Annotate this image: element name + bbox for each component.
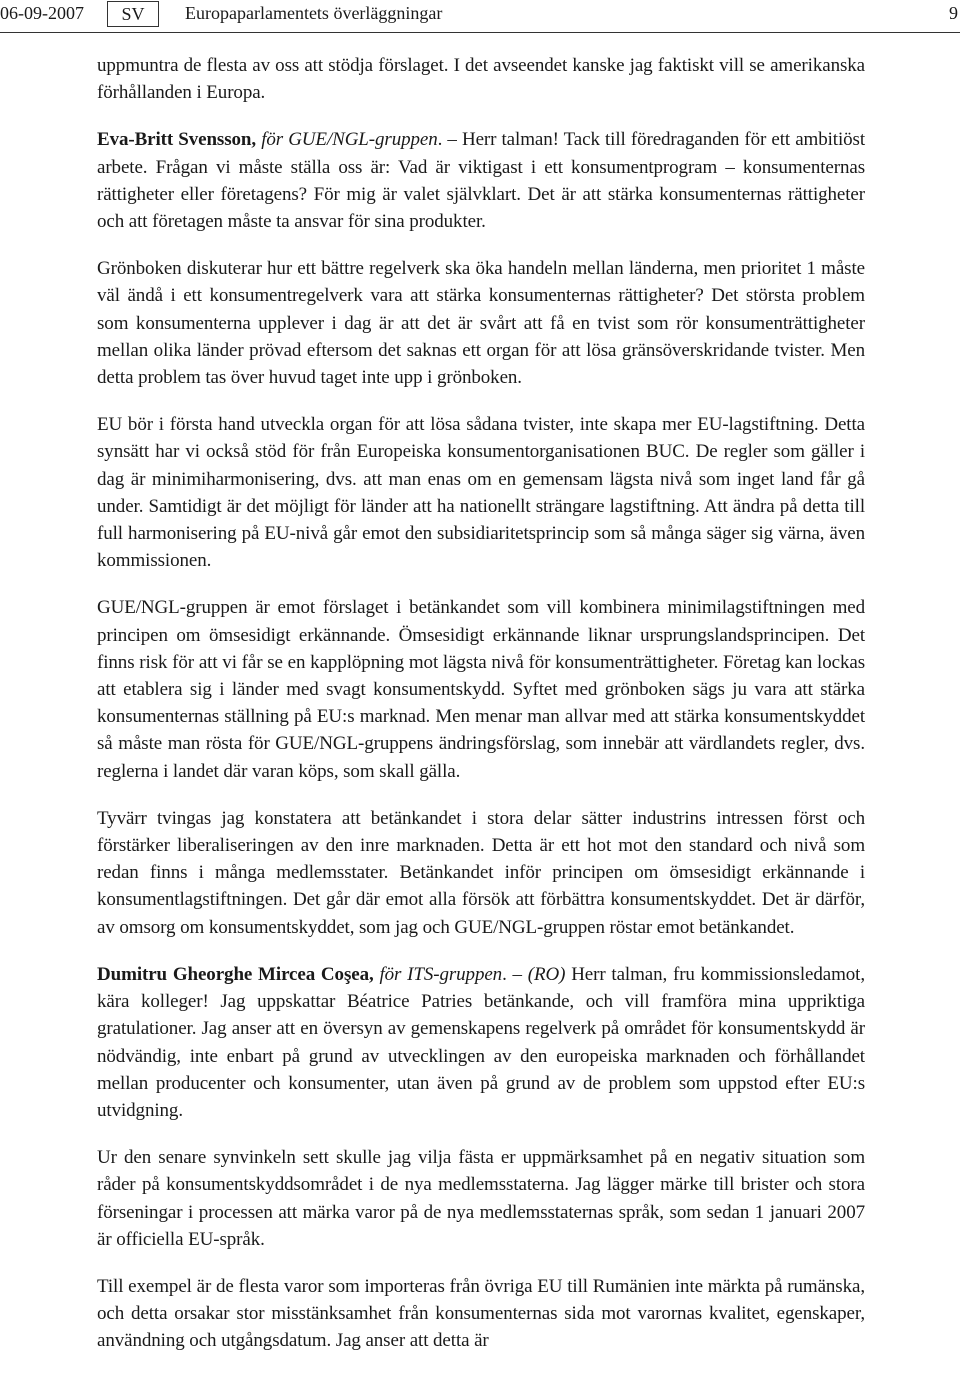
speaker-separator: . –	[502, 963, 522, 985]
speaker-name: Dumitru Gheorghe Mircea Coşea,	[97, 963, 374, 985]
paragraph: uppmuntra de flesta av oss att stödja förslaget. I det avseendet kanske jag faktiskt vill se amerikanska förhållanden i Europa.	[97, 55, 865, 104]
header-date: 06-09-2007	[0, 3, 84, 23]
speech-paragraph	[97, 961, 865, 1124]
speaker-separator: . –	[437, 129, 457, 151]
speaker-affiliation: för GUE/NGL-gruppen	[261, 129, 438, 151]
speech-paragraph	[97, 126, 865, 235]
speech-text: Herr talman, fru kommissionsledamot, kära kolleger! Jag uppskattar Béatrice Patries betänkande, och vill framföra mina uppriktiga gratulationer. Jag anser att en översyn av gemenskapens regelverk på området för konsumentskydd är nödvändig, inte enbart på grund av utvecklingen av den europeiska marknaden och förhållandet mellan producenter och konsumenter, utan även på grund av de problem som uppstod efter EU:s utvidgning.	[97, 963, 865, 1121]
header-rule	[0, 32, 960, 33]
header-title: Europaparlamentets överläggningar	[185, 3, 443, 23]
speaker-affiliation: för ITS-gruppen	[379, 963, 503, 985]
paragraph: EU bör i första hand utveckla organ för att lösa sådana tvister, inte skapa mer EU-lagstiftning. Detta synsätt har vi också stöd för från Europeiska konsumentorganisationen BUC. De regler som gäller i dag är minimiharmonisering, dvs. att man enas om en gemensam lägsta nivå som inget land får gå under. Samtidigt är det möjligt för länder att ha nationellt strängare lagstiftning. Att ändra på detta till full harmonisering på EU-nivå går emot den subsidiaritetsprincip som så många säger sig värna, även kommissionen.	[97, 414, 865, 572]
paragraph: GUE/NGL-gruppen är emot förslaget i betänkandet som vill kombinera minimilagstiftningen med principen om ömsesidigt erkännande. Ömsesidigt erkännande liknar ursprungslandsprincipen. Det finns risk för att vi får se en kapplöpning mot lägsta nivå för konsumenträttigheter. Företag kan lockas att etablera sig i länder med svagt konsumentskydd. Syftet med grönboken sägs ju vara att stärka konsumenternas ställning på EU:s marknad. Men menar man allvar med att stärka konsumentskyddet så måste man rösta för GUE/NGL-gruppens ändringsförslag, som innebär att värdlandets regler, dvs. reglerna i landet där varan köps, som skall gälla.	[97, 597, 865, 782]
document-body	[97, 52, 865, 1375]
paragraph: Grönboken diskuterar hur ett bättre regelverk ska öka handeln mellan länderna, men prioritet 1 måste väl ändå i ett konsumentregelverk vara att stärka konsumenternas rättigheter? Det största problem som konsumenterna upplever i dag är att det är svårt att få en tvist som rör konsumenträttigheter mellan olika länder prövad eftersom det saknas ett organ för att lösa gränsöverskridande tvister. Men detta problem tas över huvud taget inte upp i grönboken.	[97, 258, 865, 389]
paragraph: Tyvärr tvingas jag konstatera att betänkandet i stora delar sätter industrins intressen först och förstärker liberaliseringen av den inre marknaden. Detta är ett hot mot den standard och nivå som redan finns i många medlemsstater. Betänkandet inför principen om ömsesidigt erkännande i konsumentlagstiftningen. Det går där emot alla försök att förbättra konsumentskyddet. Det är därför, av omsorg om konsumentskyddet, som jag och GUE/NGL-gruppen röstar emot betänkandet.	[97, 807, 865, 938]
language-box: SV	[107, 1, 159, 27]
speech-text: Herr talman! Tack till föredraganden för ett ambitiöst arbete. Frågan vi måste ställa oss är: Vad är viktigast i ett konsumentprogram – konsumenternas rättigheter eller företagens? För mig är valet självklart. Det är att stärka konsumenternas rättigheter och att företagen måste ta ansvar för sina produkter.	[97, 129, 866, 233]
paragraph: Till exempel är de flesta varor som importeras från övriga EU till Rumänien inte märkta på rumänska, och detta orsakar stor misstänksamhet från konsumenternas sida mot varornas kvalitet, egenskaper, användning och utgångsdatum. Jag anser att detta är	[97, 1275, 865, 1352]
language-tag: (RO)	[527, 963, 566, 985]
paragraph: Ur den senare synvinkeln sett skulle jag vilja fästa er uppmärksamhet på en negativ situation som råder på konsumentskyddsområdet i de nya medlemsstaterna. Jag lägger märke till brister och stora förseningar i processen att märka varor på de nya medlemsstaternas språk, som sedan 1 januari 2007 är officiella EU-språk.	[97, 1147, 865, 1250]
page-header	[0, 0, 960, 34]
speaker-name: Eva-Britt Svensson,	[97, 129, 257, 151]
page-number: 9	[949, 3, 958, 23]
